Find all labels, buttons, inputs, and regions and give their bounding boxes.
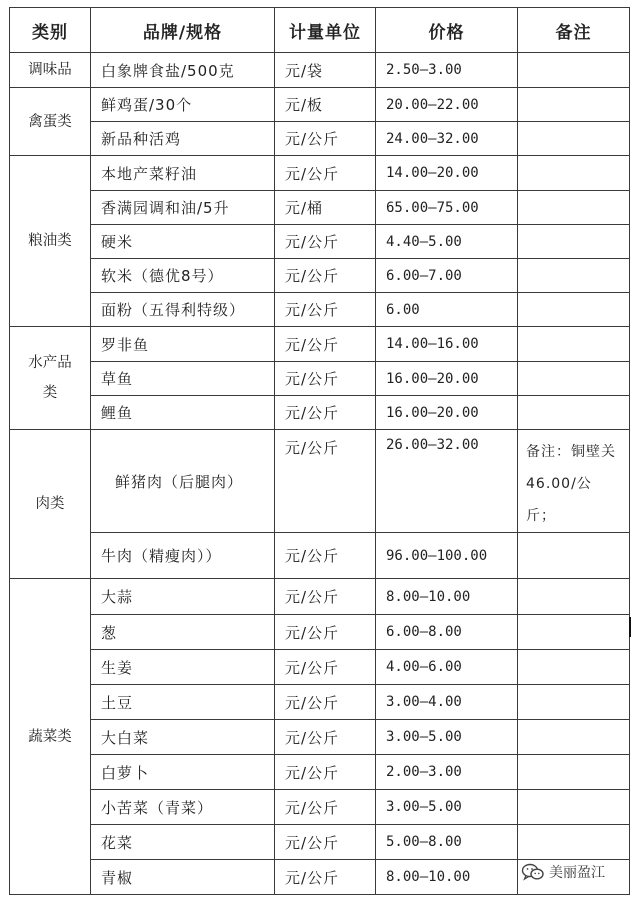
table-row bbox=[10, 615, 630, 650]
header-unit: 计量单位 bbox=[275, 8, 376, 53]
note-cell bbox=[518, 122, 630, 156]
price-cell: 2.00—3.00 bbox=[376, 755, 518, 790]
note-cell bbox=[518, 225, 630, 259]
edge-mark bbox=[629, 617, 631, 637]
table-row bbox=[10, 685, 630, 720]
table-row bbox=[10, 225, 630, 259]
item-cell: 鲤鱼 bbox=[91, 396, 275, 430]
note-cell bbox=[518, 396, 630, 430]
item-cell: 软米（德优8号） bbox=[91, 259, 275, 293]
note-cell bbox=[518, 825, 630, 860]
table-row bbox=[10, 259, 630, 293]
unit-cell: 元/公斤 bbox=[275, 860, 376, 895]
header-price: 价格 bbox=[376, 8, 518, 53]
table-row bbox=[10, 191, 630, 225]
unit-cell: 元/公斤 bbox=[275, 156, 376, 191]
price-cell: 14.00—20.00 bbox=[376, 156, 518, 191]
price-cell: 24.00—32.00 bbox=[376, 122, 518, 156]
price-cell: 3.00—5.00 bbox=[376, 790, 518, 825]
unit-cell: 元/公斤 bbox=[275, 327, 376, 362]
item-cell: 本地产菜籽油 bbox=[91, 156, 275, 191]
note-cell bbox=[518, 533, 630, 579]
table-row bbox=[10, 88, 630, 122]
note-cell bbox=[518, 293, 630, 327]
note-cell bbox=[518, 53, 630, 88]
table-row bbox=[10, 293, 630, 327]
unit-cell: 元/公斤 bbox=[275, 579, 376, 615]
price-cell: 20.00—22.00 bbox=[376, 88, 518, 122]
unit-cell: 元/公斤 bbox=[275, 615, 376, 650]
item-cell: 土豆 bbox=[91, 685, 275, 720]
table-row bbox=[10, 53, 630, 88]
price-table bbox=[9, 7, 630, 895]
table-row bbox=[10, 650, 630, 685]
note-cell bbox=[518, 191, 630, 225]
category-cell bbox=[10, 327, 91, 430]
table-row bbox=[10, 156, 630, 191]
item-cell: 鲜鸡蛋/30个 bbox=[91, 88, 275, 122]
price-cell: 65.00—75.00 bbox=[376, 191, 518, 225]
price-cell: 4.40—5.00 bbox=[376, 225, 518, 259]
table-row bbox=[10, 122, 630, 156]
price-cell: 6.00—8.00 bbox=[376, 615, 518, 650]
item-cell: 大白菜 bbox=[91, 720, 275, 755]
table-row bbox=[10, 825, 630, 860]
note-cell: 备注：铜壁关46.00/公斤； bbox=[518, 430, 630, 533]
item-cell: 葱 bbox=[91, 615, 275, 650]
item-cell: 大蒜 bbox=[91, 579, 275, 615]
watermark bbox=[521, 862, 605, 882]
unit-cell: 元/公斤 bbox=[275, 650, 376, 685]
price-cell: 16.00—20.00 bbox=[376, 396, 518, 430]
price-cell: 26.00—32.00 bbox=[376, 430, 518, 533]
unit-cell: 元/公斤 bbox=[275, 825, 376, 860]
wechat-logo-icon bbox=[521, 863, 545, 881]
table-row bbox=[10, 430, 630, 533]
table-row bbox=[10, 720, 630, 755]
table-row bbox=[10, 790, 630, 825]
unit-cell: 元/公斤 bbox=[275, 790, 376, 825]
unit-cell: 元/公斤 bbox=[275, 293, 376, 327]
category-cell: 禽蛋类 bbox=[10, 88, 91, 156]
item-cell: 牛肉（精瘦肉）） bbox=[91, 533, 275, 579]
unit-cell: 元/公斤 bbox=[275, 259, 376, 293]
category-cell: 调味品 bbox=[10, 53, 91, 88]
unit-cell: 元/板 bbox=[275, 88, 376, 122]
table-row bbox=[10, 327, 630, 362]
category-cell: 蔬菜类 bbox=[10, 579, 91, 895]
header-note: 备注 bbox=[518, 8, 630, 53]
unit-cell: 元/公斤 bbox=[275, 225, 376, 259]
price-cell: 14.00—16.00 bbox=[376, 327, 518, 362]
unit-cell: 元/公斤 bbox=[275, 720, 376, 755]
item-cell: 小苦菜（青菜） bbox=[91, 790, 275, 825]
unit-cell: 元/公斤 bbox=[275, 755, 376, 790]
table-row bbox=[10, 362, 630, 396]
unit-cell: 元/公斤 bbox=[275, 362, 376, 396]
note-cell bbox=[518, 755, 630, 790]
price-cell: 4.00—6.00 bbox=[376, 650, 518, 685]
item-cell: 面粉（五得利特级） bbox=[91, 293, 275, 327]
note-cell bbox=[518, 156, 630, 191]
note-cell bbox=[518, 790, 630, 825]
item-cell: 生姜 bbox=[91, 650, 275, 685]
item-cell: 草鱼 bbox=[91, 362, 275, 396]
item-cell: 罗非鱼 bbox=[91, 327, 275, 362]
table-row bbox=[10, 396, 630, 430]
price-cell: 8.00—10.00 bbox=[376, 860, 518, 895]
price-cell: 16.00—20.00 bbox=[376, 362, 518, 396]
unit-cell: 元/公斤 bbox=[275, 533, 376, 579]
item-cell: 花菜 bbox=[91, 825, 275, 860]
header-brand: 品牌/规格 bbox=[91, 8, 275, 53]
price-cell: 5.00—8.00 bbox=[376, 825, 518, 860]
price-cell: 96.00—100.00 bbox=[376, 533, 518, 579]
price-cell: 8.00—10.00 bbox=[376, 579, 518, 615]
price-cell: 2.50—3.00 bbox=[376, 53, 518, 88]
price-cell: 6.00—7.00 bbox=[376, 259, 518, 293]
header-category: 类别 bbox=[10, 8, 91, 53]
note-cell bbox=[518, 720, 630, 755]
category-label: 水产品类 bbox=[28, 355, 72, 401]
price-cell: 3.00—5.00 bbox=[376, 720, 518, 755]
category-cell: 肉类 bbox=[10, 430, 91, 579]
table-header-row bbox=[10, 8, 630, 53]
note-cell bbox=[518, 650, 630, 685]
table-row bbox=[10, 533, 630, 579]
note-cell bbox=[518, 615, 630, 650]
note-cell bbox=[518, 327, 630, 362]
table-row bbox=[10, 755, 630, 790]
unit-cell: 元/公斤 bbox=[275, 396, 376, 430]
note-cell bbox=[518, 362, 630, 396]
note-cell bbox=[518, 88, 630, 122]
item-cell: 硬米 bbox=[91, 225, 275, 259]
unit-cell: 元/公斤 bbox=[275, 122, 376, 156]
watermark-text: 美丽盈江 bbox=[549, 865, 605, 881]
unit-cell: 元/袋 bbox=[275, 53, 376, 88]
item-cell: 香满园调和油/5升 bbox=[91, 191, 275, 225]
price-cell: 6.00 bbox=[376, 293, 518, 327]
note-cell bbox=[518, 685, 630, 720]
category-cell: 粮油类 bbox=[10, 156, 91, 327]
item-cell: 白萝卜 bbox=[91, 755, 275, 790]
item-cell: 新品种活鸡 bbox=[91, 122, 275, 156]
unit-cell: 元/桶 bbox=[275, 191, 376, 225]
unit-cell: 元/公斤 bbox=[275, 430, 376, 533]
item-cell: 鲜猪肉（后腿肉） bbox=[91, 430, 275, 533]
unit-cell: 元/公斤 bbox=[275, 685, 376, 720]
item-cell: 白象牌食盐/500克 bbox=[91, 53, 275, 88]
note-cell bbox=[518, 259, 630, 293]
note-cell bbox=[518, 579, 630, 615]
price-cell: 3.00—4.00 bbox=[376, 685, 518, 720]
item-cell: 青椒 bbox=[91, 860, 275, 895]
table-row bbox=[10, 579, 630, 615]
